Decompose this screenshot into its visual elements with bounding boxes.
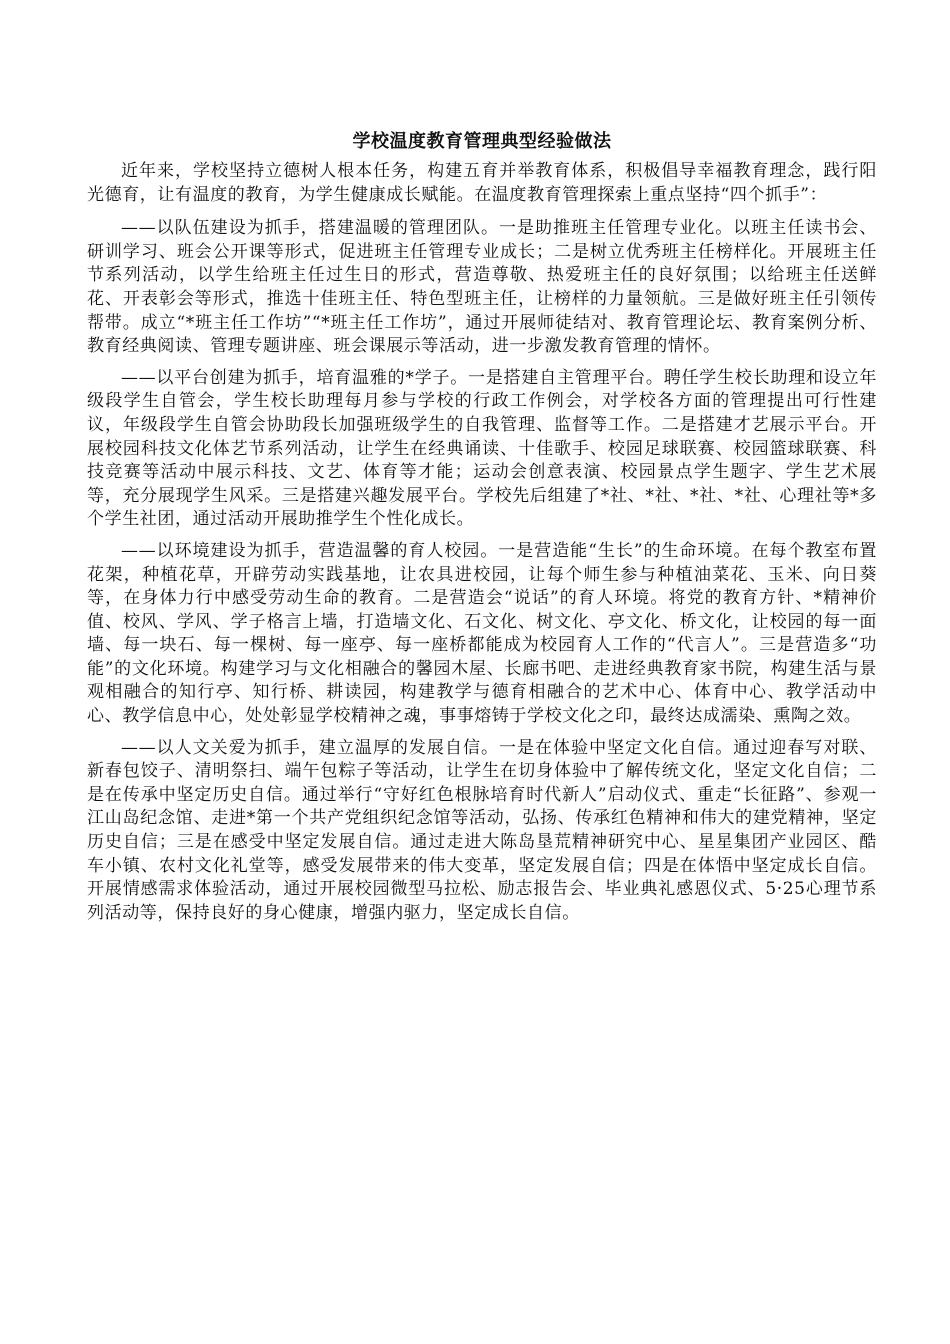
document-title: 学校温度教育管理典型经验做法: [352, 131, 612, 152]
paragraph-team-building: ——以队伍建设为抓手，搭建温暖的管理团队。一是助推班主任管理专业化。以班主任读书会、研训学习、班会公开课等形式，促进班主任管理专业成长；二是树立优秀班主任榜样化。开展班主任节系列活动，以学生给班主任过生日的形式，营造尊敬、热爱班主任的良好氛围；以给班主任送鲜花、开表彰会等形式，推选十佳班主任、特色型班主任，让榜样的力量领航。三是做好班主任引领传帮带。成立“*班主任工作坊”“*班主任工作坊”，通过开展师徒结对、教育管理论坛、教育案例分析、教育经典阅读、管理专题讲座、班会课展示等活动，进一步激发教育管理的情怀。: [87, 218, 877, 357]
paragraph-platform-creation: ——以平台创建为抓手，培育温雅的*学子。一是搭建自主管理平台。聘任学生校长助理和设立年级段学生自管会，学生校长助理每月参与学校的行政工作例会，对学校各方面的管理提出可行性建议，年级段学生自管会协助段长加强班级学生的自我管理、监督等工作。二是搭建才艺展示平台。开展校园科技文化体艺节系列活动，让学生在经典诵读、十佳歌手、校园足球联赛、校园篮球联赛、科技竞赛等活动中展示科技、文艺、体育等才能；运动会创意表演、校园景点学生题字、学生艺术展等，充分展现学生风采。三是搭建兴趣发展平台。学校先后组建了*社、*社、*社、*社、心理社等*多个学生社团，通过活动开展助推学生个性化成长。: [87, 367, 877, 530]
paragraph-intro: 近年来，学校坚持立德树人根本任务，构建五育并举教育体系，积极倡导幸福教育理念，践行阳光德育，让有温度的教育，为学生健康成长赋能。在温度教育管理探索上重点坚持“四个抓手”：: [87, 161, 877, 205]
document-page: [87, 128, 877, 933]
paragraph-environment-building: ——以环境建设为抓手，营造温馨的育人校园。一是营造能“生长”的生命环境。在每个教室布置花架，种植花草，开辟劳动实践基地，让农具进校园，让每个师生参与种植油菜花、玉米、向日葵等，在身体力行中感受劳动生命的教育。二是营造会“说话”的育人环境。将党的教育方针、*精神价值、校风、学风、学子格言上墙，打造墙文化、石文化、树文化、亭文化、桥文化，让校园的每一面墙、每一块石、每一棵树、每一座亭、每一座桥都能成为校园育人工作的“代言人”。三是营造多“功能”的文化环境。构建学习与文化相融合的馨园木屋、长廊书吧、走进经典教育家书院，构建生活与景观相融合的知行亭、知行桥、耕读园，构建教学与德育相融合的艺术中心、体育中心、教学活动中心、教学信息中心，处处彰显学校精神之魂，事事熔铸于学校文化之印，最终达成濡染、熏陶之效。: [87, 540, 877, 727]
paragraph-humanistic-care: ——以人文关爱为抓手，建立温厚的发展自信。一是在体验中坚定文化自信。通过迎春写对联、新春包饺子、清明祭扫、端午包粽子等活动，让学生在切身体验中了解传统文化，坚定文化自信；二是在传承中坚定历史自信。通过举行“守好红色根脉培育时代新人”启动仪式、重走“长征路”、参观一江山岛纪念馆、走进*第一个共产党组织纪念馆等活动，弘扬、传承红色精神和伟大的建党精神，坚定历史自信；三是在感受中坚定发展自信。通过走进大陈岛垦荒精神研究中心、星星集团产业园区、酷车小镇、农村文化礼堂等，感受发展带来的伟大变革，坚定发展自信；四是在体悟中坚定成长自信。开展情感需求体验活动，通过开展校园微型马拉松、励志报告会、毕业典礼感恩仪式、5·25心理节系列活动等，保持良好的身心健康，增强内驱力，坚定成长自信。: [87, 737, 877, 923]
